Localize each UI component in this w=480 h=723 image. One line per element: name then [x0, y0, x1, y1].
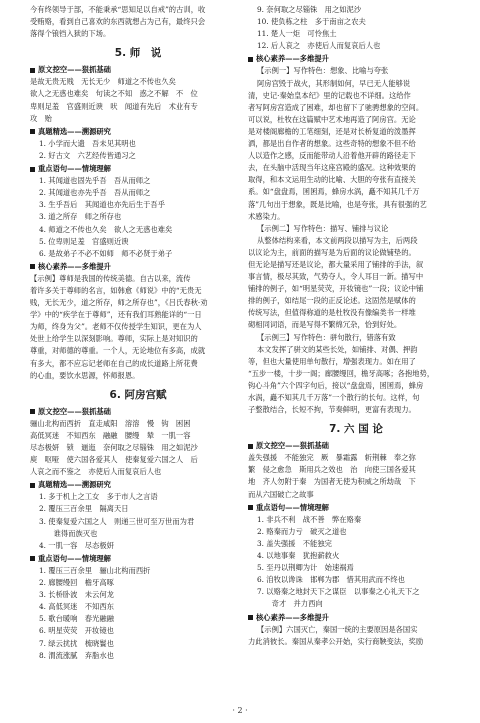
paragraph-line: 【示例二】写作特色：描写、铺排与议论 [257, 223, 389, 233]
list-item: 5. 至丹以荆卿为计 始速祸焉 [257, 563, 354, 573]
paragraph-line: 水涡，矗不知其几千万落”一个散行的长句。这样，句 [248, 393, 420, 402]
subsection-heading: 重点语句——情境理解 [248, 502, 464, 514]
list-item: 6. 是故弟子不必不如师 师不必贤于弟子 [39, 248, 173, 258]
blank-line: 是故无贵无贱 无长无少 师道之不传也久矣 [30, 77, 176, 87]
subsection-heading: 重点语句——情境理解 [30, 163, 246, 175]
list-item: 3. 道之所存 师之所存也 [39, 212, 122, 222]
section-title: 5. 师 说 [114, 47, 162, 60]
list-item: 1. 其闻道也固先乎吾 吾从而师之 [39, 176, 151, 186]
list-item: 8. 渭流涨腻 弃脂水也 [39, 650, 114, 660]
blank-line: 庾 呕哑 使六国各爱其人 使秦复爱六国之人 后 [30, 455, 198, 465]
list-item: 3. 盖失强援 不能独完 [257, 538, 332, 548]
paragraph-line: 铺排的例子，如“明星荧荧，开妆镜也”一段；议论中铺 [248, 284, 424, 294]
subsection-heading: 真题精选——溯源研究 [30, 479, 246, 491]
blank-line: 人哀之而不鉴之 亦使后人而复哀后人也 [30, 467, 162, 477]
paragraph-line: 清，史记·秦始皇本纪》里的记载也不详细。这给作 [248, 90, 411, 100]
paragraph-line: 人以造作之感，反而能带动人沿着他开辟的路径走下 [248, 151, 416, 161]
list-item: 2. 好古文 六艺经传皆通习之 [39, 150, 136, 160]
blank-line: 欲人之无惑也难矣 句读之不知 惑之不解 不 位 [30, 89, 198, 99]
paragraph-line: 【示例】尊师是我国的传统美德。自古以来，流传 [30, 273, 191, 283]
paragraph-line: 砌相同词语，而是写得不繁绵冗杂，恰到好处。 [248, 320, 402, 330]
paragraph-line: 有多大，都不应忘记老师在自己的成长道路上所花费 [30, 358, 198, 368]
list-item: 6. 洎牧以谗诛 邯郸为郡 惜其用武而不终也 [257, 575, 405, 585]
paragraph-line: 尊重，对师德的尊重。一个人，无论地位有多高，成就 [30, 346, 206, 356]
blank-line: 攻 贻 [30, 113, 52, 123]
list-item: 7. 以赂秦之地封天下之谋臣 以事秦之心礼天下之 [257, 587, 420, 597]
paragraph-line: 落”几句出于想象，既是比喻，也是夸张，具有很强的艺 [248, 199, 427, 209]
subsection-heading: 核心素养——多维提升 [248, 53, 464, 65]
blank-line: 卑则足羞 官盛则近谀 吠 闻道有先后 术业有专 [30, 101, 198, 111]
paragraph-line: 处世上给学生以深刻影响。尊师，实际上是对知识的 [30, 334, 198, 344]
list-item: 1. 小学而大遗 吾未见其明也 [39, 138, 136, 148]
paragraph-line: 术感染力。 [248, 211, 285, 221]
intro-line: 今有终领导于部，不能秉承“思知足以自戒”的古训，收 [30, 5, 206, 14]
paragraph-line: 着许多关于尊师的名言，如韩愈《师说》中的“无贵无 [30, 285, 202, 295]
paragraph-line: 【示例三】写作特色：骈句散行，错落有致 [257, 332, 396, 342]
paragraph-line: 等，但也大量使用单句散行，增强表现力。如在用了 [248, 356, 416, 366]
list-item: 4. 一肌一容 尽态极妍 [39, 540, 114, 550]
paragraph-line: 系。如“盘盘焉，囷囷焉，蜂房水涡，矗不知其几千万 [248, 187, 420, 197]
blank-line: 高低冥迷 不知西东 融融 腰缦 辇 一肌一容 [30, 430, 191, 440]
blank-line: 尽态极妍 锁 逦迤 奈何取之尽锱铢 用之如泥沙 [30, 443, 198, 452]
paragraph-line: 【示例一】写作特色：想象、比喻与夸张 [257, 66, 389, 76]
list-item: 11. 楚人一炬 可怜焦土 [257, 29, 337, 39]
subsection-heading: 重点语句——情境理解 [30, 553, 246, 565]
list-item: 9. 奈何取之尽锱铢 用之如泥沙 [257, 5, 362, 14]
section-title: 6. 阿房宫赋 [109, 388, 167, 401]
paragraph-line: 学》中的“疾学在于尊师”，还有我们耳熟能详的“一日 [30, 310, 202, 320]
list-item: 1. 非兵不利 战不善 弊在赂秦 [257, 514, 362, 524]
paragraph-line: 是对楼阁廊檐的工笔细刻，还是对长桥复道的泼墨挥 [248, 126, 416, 136]
page-number: · 2 · [232, 706, 248, 715]
list-item: 1. 多于机上之工女 多于市人之言语 [39, 492, 158, 502]
intro-line: 受贿赂，看到自己喜欢的东西就想占为己有，最终只会 [30, 17, 206, 27]
list-item: 2. 廊腰缦回 檐牙高啄 [39, 578, 114, 588]
section-title: 7. 六 国 论 [329, 423, 383, 436]
list-item: 2. 覆压三百余里 隔离天日 [39, 504, 129, 514]
paragraph-line: 为师，终身为父”。老师不仅传授学生知识，更在为人 [30, 322, 202, 332]
subsection-heading: 原文挖空——狠抓基础 [30, 406, 246, 418]
paragraph-line: 事言情，极尽其致，气势夺人，令人耳目一新。描写中 [248, 272, 424, 282]
list-item: 2. 其闻道也亦先乎吾 吾从而师之 [39, 188, 151, 198]
paragraph-line: 者写阿房宫造成了困难，却也留下了驰骋想象的空间。 [248, 102, 424, 112]
paragraph-line: 【示例】六国灭亡，秦国一统的主要原因是各国实 [257, 624, 418, 634]
list-item: 3. 生乎吾后 其闻道也亦先后生于吾乎 [39, 200, 166, 210]
paragraph-line: “五步一楼，十步一阁；廊腰缦回，檐牙高啄；各抱地势， [248, 368, 435, 378]
paragraph-line: 洒，都是出自作者的想象。这些奇特的想象不但不给 [248, 139, 416, 149]
list-item: 4. 以地事秦 犹抱薪救火 [257, 551, 340, 561]
paragraph-line: 但无论是描写还是议论，都大量采用了铺排的手法，叙 [248, 259, 424, 269]
subsection-heading: 原文挖空——狠抓基础 [248, 440, 464, 452]
list-item: 4. 师道之不传也久矣 欲人之无惑也难矣 [39, 224, 173, 234]
paragraph-line: 本文发挥了骈文的某些长处，如铺排、对偶、押韵 [257, 344, 418, 354]
intro-line: 落得个锒铛入狱的下场。 [30, 29, 111, 39]
list-item: 4. 高低冥迷 不知西东 [39, 602, 114, 612]
paragraph-line: 的心血，要饮水思源，怀师报恩。 [30, 370, 140, 380]
list-item: 1. 覆压三百余里 骊山北构而西折 [39, 565, 151, 575]
right-column [248, 4, 464, 648]
paragraph-line: 阿房宫毁于战火，其形制如何，早已无人能够说 [257, 78, 411, 88]
list-item: 谁得而族灭也 [39, 528, 98, 538]
paragraph-line: 取得，和本文运用生动的比喻、大胆的夸张有直接关 [248, 175, 416, 185]
blank-line: 盖失强援 不能独完 厥 暴霜露 斩荆棘 奉之弥 [248, 453, 416, 463]
subsection-heading: 核心素养——多维提升 [30, 261, 246, 273]
paragraph-line: 贱，无长无少，道之所存，师之所存也”，《吕氏春秋·劝 [30, 298, 208, 308]
list-item: 6. 明星荧荧 开妆镜也 [39, 626, 114, 636]
paragraph-line: 去，在头脑中活现当年这座宫殿的盛况。这种效果的 [248, 163, 416, 173]
subsection-heading: 原文挖空——狠抓基础 [30, 64, 246, 76]
paragraph-line: 可以说，杜牧在这篇赋中艺术地再造了阿房宫。无论 [248, 114, 416, 124]
list-item: 3. 长桥卧波 未云何龙 [39, 590, 114, 600]
list-item: 12. 后人哀之 亦使后人而复哀后人也 [257, 41, 381, 51]
paragraph-line: 力此消彼长。秦国从秦孝公开始，实行商鞅变法，奖励 [248, 636, 424, 646]
list-item: 3. 使秦复爱六国之人 则递三世可至万世而为君 [39, 516, 195, 526]
left-column [30, 4, 246, 662]
paragraph-line: 子整散结合，长短不拘，节奏鲜明，更富有表现力。 [248, 405, 416, 415]
subsection-heading: 真题精选——溯源研究 [30, 126, 246, 138]
blank-line: 繁 侵之愈急 斯用兵之效也 治 向使三国各爱其 [248, 465, 416, 475]
blank-line: 地 齐人勿附于秦 为国者无使为积威之所劫哉 下 [248, 477, 416, 487]
list-item: 7. 绿云扰扰 梳晓鬟也 [39, 638, 114, 648]
paragraph-line: 从整体结构来看，本文前两段以描写为主，后两段 [257, 235, 418, 245]
list-item: 奇才 并力西向 [257, 599, 323, 609]
list-item: 5. 歌台暖响 春光融融 [39, 614, 114, 624]
paragraph-line: 传统写法，但值得称道的是杜牧没有像编类书一样堆 [248, 308, 416, 318]
blank-line: 骊山北构而西折 直走咸阳 溶溶 慢 钩 困困 [30, 418, 191, 428]
paragraph-line: 排的例子，如结尾一段的正反论述。这固然是赋体的 [248, 296, 416, 306]
subsection-heading: 核心素养——多维提升 [248, 612, 464, 624]
blank-line: 而从六国破亡之故事 [248, 489, 314, 499]
paragraph-line: 以议论为主，前面的描写是为后面的议论做铺垫的。 [248, 247, 416, 257]
paragraph-line: 钩心斗角”六个四字句后，接以“盘盘焉，囷囷焉，蜂房 [248, 380, 424, 390]
list-item: 10. 使负栋之柱 多于南亩之农夫 [257, 17, 366, 27]
list-item: 2. 赂秦而力亏 破灭之道也 [257, 526, 347, 536]
list-item: 5. 位卑则足羞 官盛则近谀 [39, 236, 129, 246]
